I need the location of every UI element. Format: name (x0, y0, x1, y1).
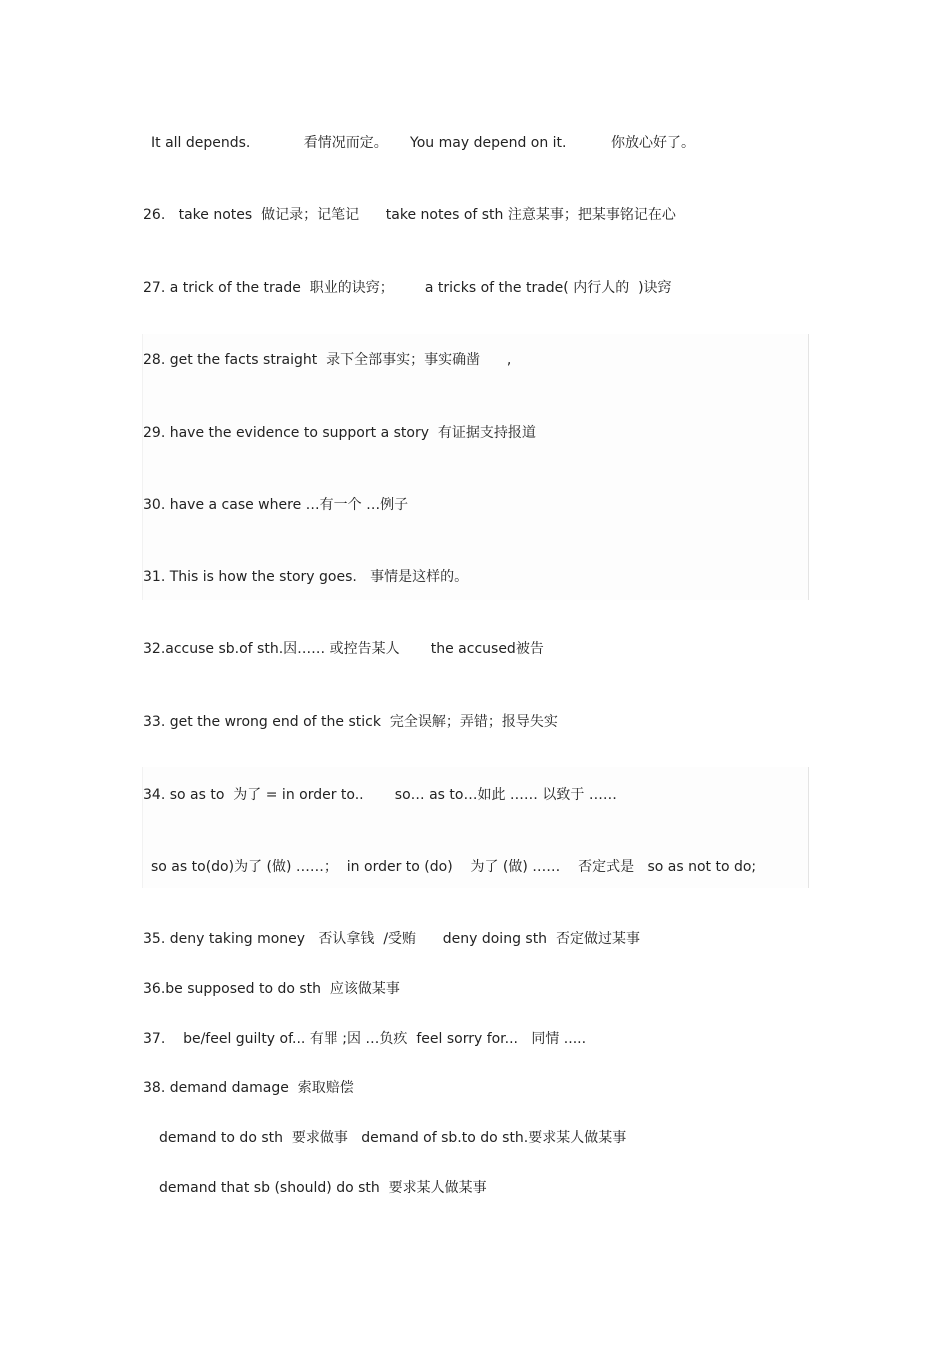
text-line-32: 32.accuse sb.of sth.因…… 或控告某人 the accused被告 (143, 641, 544, 657)
text-line-demand-to-do: demand to do sth 要求做事 demand of sb.to do sth.要求某人做某事 (159, 1130, 627, 1146)
text-line-37: 37. be/feel guilty of... 有罪 ;因 …负疚 feel sorry for... 同情 ..... (143, 1031, 587, 1047)
text-line-26: 26. take notes 做记录；记笔记 take notes of sth 注意某事；把某事铭记在心 (143, 207, 676, 223)
text-line-35: 35. deny taking money 否认拿钱 /受贿 deny doing sth 否定做过某事 (143, 931, 640, 947)
text-line-31: 31. This is how the story goes. 事情是这样的。 (143, 569, 469, 585)
text-line-36: 36.be supposed to do sth 应该做某事 (143, 981, 400, 997)
text-line-30: 30. have a case where …有一个 …例子 (143, 497, 409, 513)
text-line-27: 27. a trick of the trade 职业的诀窍； a tricks of the trade( 内行人的 )诀窍 (143, 280, 672, 296)
text-line-29: 29. have the evidence to support a story 有证据支持报道 (143, 425, 536, 441)
text-line-28: 28. get the facts straight 录下全部事实；事实确凿 , (143, 352, 512, 368)
text-line-it-all-depends: It all depends. 看情况而定。 You may depend on it. 你放心好了。 (151, 135, 695, 151)
text-line-demand-that: demand that sb (should) do sth 要求某人做某事 (159, 1180, 487, 1196)
text-line-34: 34. so as to 为了 = in order to.. so… as to…如此 …… 以致于 …… (143, 787, 617, 803)
text-line-so-as-to: so as to(do)为了 (做) ……； in order to (do) 为了 (做) …… 否定式是 so as not to do; (151, 859, 757, 875)
highlight-block-28-31 (142, 334, 809, 600)
text-line-33: 33. get the wrong end of the stick 完全误解；弄错；报导失实 (143, 714, 558, 730)
text-line-38: 38. demand damage 索取赔偿 (143, 1080, 354, 1096)
